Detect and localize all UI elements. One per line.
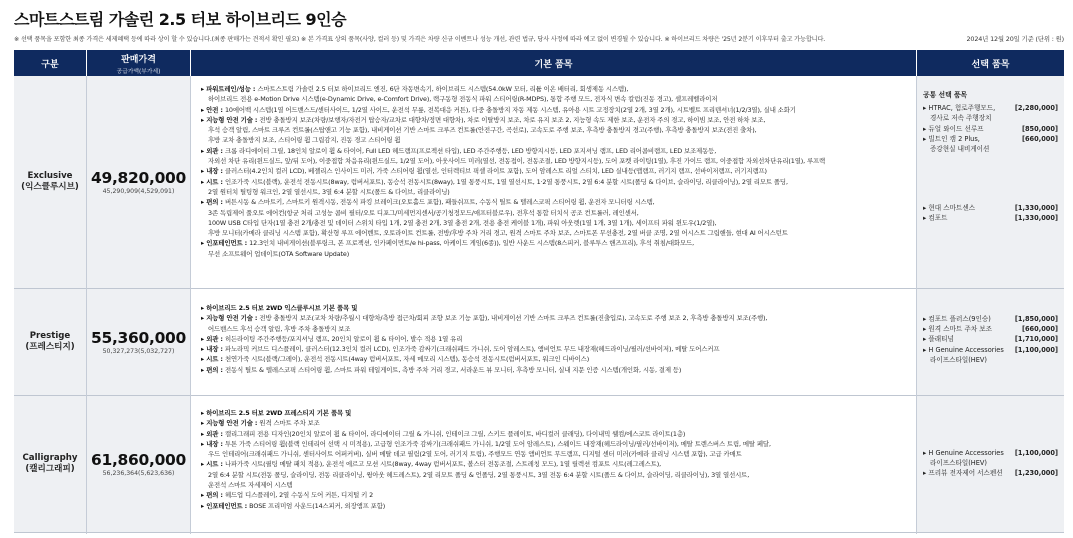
price-cell (87, 76, 190, 288)
basic-item-line: ▸ 인포테인먼트 : BOSE 프리미엄 사운드(14스피커, 외장앰프 포함) (201, 501, 386, 510)
header-price-label: 판매가격 (121, 54, 156, 65)
basic-item-line: 2열 원터치 틸팅형 워크인, 2열 열선시트, 3열 6:4 분할 시트(폴드 & 다이브, 리클라이닝) (208, 187, 450, 196)
header-option-label: 선택 품목 (971, 59, 1010, 70)
header-grade-label: 구분 (41, 59, 59, 70)
grade-name: Prestige (29, 331, 71, 342)
option-item (923, 124, 1058, 134)
option-name: ▸ H Genuine Accessories (923, 345, 1004, 354)
grade-name: Exclusive (27, 171, 73, 182)
basic-item-line: 후방 모니터(카메라 클리닝 시스템 포함), 확산형 루프 에어벤트, 오토라이트 컨트롤, 전방/후방 주차 거리 경고, 원격 스마트 주차 보조, 스마트폰 무선충전, 2열 버클 조명, 2열 어시스트 그립핸들, 현대 AI 어시스턴트 (208, 229, 788, 238)
option-list-top (923, 103, 1058, 154)
basic-item-line: 후석 승객 알림, 스마트 크루즈 컨트롤(스탑앤고 기능 포함), 내비게이션 기반 스마트 크루즈 컨트롤(안전구간, 곡선로), 고속도로 주행 보조, 후측방 충돌방지 경고(주행), 후측방 충돌방지 보조(전진 출차), (208, 126, 757, 135)
header-price-sub: 공급가액(부가세) (116, 68, 161, 75)
basic-items (191, 76, 916, 288)
basic-item-line: 우드 인테리어(크래쉬패드 가니쉬, 센터사이트 어퍼커버), 실버 메탈 데코 필림(2열 도어, 러기지 트림), 주행모드 연동 앰비언트 무드램프, 디지털 센터 미러(카메라 클리닝 시스템 포함), 고급 카매트 (208, 450, 742, 459)
disclaimer-text: ※ 선택 품목을 포함한 최종 가격은 세제혜택 등에 따라 상이 할 수 있습니다.(최종 판매가는 견적서 확인 필요) ※ 본 가격표 상의 품목(사양, 컬러 등) 및 가격은 차량 신규 이벤트나 성능 개선, 관련 법규, 당사 사정에 따라 예고 없이 변경될 수 있습니다. ※ 하이브리드 차량은 '25년 2분기 이후부터 출고 가능합니다. (14, 36, 826, 43)
basic-item-line: ▸ 지능형 안전 기술 : 전방 충돌방지 보조(교차 차량/추월시 대향차/측방 접근차/회피 조향 보조 기능 포함), 내비게이션 기반 스마트 크루즈 컨트롤(진출입로), 고속도로 주행 보조 2, 후측방 충돌방지 보조(주행), (201, 314, 768, 323)
basic-item-line: ▸ 내장 : 투톤 가죽 스티어링 휠(블랙 인테리어 선택 시 미적용), 고급형 인조가죽 감싸기(크래쉬패드 가니쉬, 1/2열 도어 암레스트), 스웨이드 내장재(헤드라이닝/필러/선바이저), 메탈 트렌스버스 트림, 메탈 페달, (201, 439, 771, 448)
basic-item-line: ▸ 시트 : 나파가죽 시트(퀼팅 메탈 패치 적용), 운전석 에르고 모션 시트(8way, 4way 럼버서포트, 볼스터 전동조절, 스트레칭 모드), 1열 릴렉션 컴포트 시트(레그레스트), (201, 460, 662, 469)
price-cell (87, 289, 190, 395)
grade-cell (14, 396, 86, 532)
option-price: [660,000] (1021, 325, 1058, 334)
option-item-continuation: 라이프스타일(HEV) (930, 459, 987, 468)
basic-item-line: ▸ 지능형 안전 기술 : 전방 충돌방지 보조(차량/보행자/자전거 탑승자/교차로 대향차/정면 대향차), 차로 이탈방지 보조, 차로 유지 보조 2, 지능형 속도 제한 보조, 운전자 주의 경고, 하이빔 보조, 안전 하차 보조, (201, 115, 766, 124)
option-item-continuation: 경사로 저속 주행장치 (930, 114, 992, 123)
option-name: ▸ HTRAC, 험로주행모드, (923, 104, 996, 113)
grade-name: Calligraphy (22, 453, 78, 464)
basic-item-line: ▸ 하이브리드 2.5 터보 2WD 익스클루시브 기본 품목 및 (201, 304, 358, 312)
basic-item-line: ▸ 인포테인먼트 : 12.3인치 내비게이션(블루링크, 폰 프로젝션, 인카페이먼트/e hi-pass, 아케이드 게임(6종)), 일반 사운드 시스템(8스피커, 블루투스 핸즈프리), 후석 취침/대화모드, (201, 239, 694, 248)
basic-items (191, 289, 916, 395)
option-name: ▸ H Genuine Accessories (923, 449, 1004, 457)
price-value: 55,360,000 (90, 329, 187, 347)
basic-item-line: ▸ 외관 : 히든라이팅 주간주행등/포지셔닝 램프, 20인치 알로이 휠 & 타이어, 발수 적용 1열 유리 (201, 334, 463, 343)
option-name: ▸ 컴포트 (923, 214, 948, 223)
option-item (923, 468, 1058, 478)
grade-name-korean: (익스클루시브) (21, 182, 79, 192)
option-name: ▸ 컴포트 플러스(9인승) (923, 315, 991, 323)
basic-item-line: 100W USB C타입 단자(1열 충전 2개/충전 및 데이터 스위치 타입 1개, 2열 충전 2개, 3열 충전 2개, 전용 충전 케이블 1개), 파워 아웃렛(1열 1개, 3열 1개), 세이프티 파워 윈도우(1/2열), (208, 218, 717, 227)
option-price: [1,100,000] (1014, 345, 1058, 354)
option-price: [1,100,000] (1014, 449, 1058, 457)
option-price: [1,710,000] (1014, 335, 1058, 344)
basic-item-line: ▸ 편의 : 헤드업 디스플레이, 2열 수동식 도어 커튼, 디지털 키 2 (201, 491, 374, 500)
basic-item-line: 3존 독립제어 풀오토 에어컨(항균 처리 고성능 콤비 필터/오토 디포그/미세먼지센서/공기청정모드/애프터블로우), 전후석 통합 터치식 공조 컨트롤러, 레인센서, (208, 208, 639, 217)
price-table (14, 50, 1064, 534)
basic-item-line: ▸ 내장 : 클러스터(4.2인치 컬러 LCD), 베젤리스 인사이드 미러, 가죽 스티어링 휠(열선, 인터렉티브 픽셀 라이트 포함), 도어 암레스트 리얼 스티치, LED 실내등(맵램프, 러기지 램프, 선바이저램프, 러기지램프) (201, 167, 767, 176)
option-price: [1,850,000] (1014, 315, 1058, 323)
option-common-title: 공통 선택 품목 (923, 91, 968, 99)
basic-item-line: ▸ 시트 : 천연가죽 시트(블랙/그레이), 운전석 전동시트(4way 럼버서포트, 자세 메모리 시스템), 동승석 전동시트(럼버서포트, 워크인 디바이스) (201, 355, 590, 364)
option-list-bottom (923, 203, 1058, 223)
page-title: 스마트스트림 가솔린 2.5 터보 하이브리드 9인승 (14, 10, 347, 29)
price-supply: 50,327,273(5,032,727) (102, 348, 175, 355)
table-row-prestige (14, 289, 1064, 396)
option-name: ▸ 플래티넘 (923, 335, 954, 344)
option-price: [850,000] (1021, 124, 1058, 133)
grade-cell (14, 76, 86, 288)
header-basic (191, 50, 916, 76)
basic-item-line: ▸ 편의 : 전동식 틸트 & 텔레스코픽 스티어링 휠, 스마트 파워 테일게이트, 측방 주차 거리 경고, 서라운드 뷰 모니터, 후측방 모니터, 실내 지문 인증 시스템(개인화, 시동, 결제 등) (201, 365, 682, 374)
option-item (923, 103, 1058, 113)
option-item (923, 314, 1058, 324)
option-name: ▸ 듀얼 와이드 선루프 (923, 124, 984, 133)
price-supply: 45,290,909(4,529,091) (102, 188, 175, 195)
option-item (923, 213, 1058, 223)
option-price: [1,330,000] (1014, 214, 1058, 223)
table-row-exclusive (14, 76, 1064, 289)
option-name: ▸ 프리뷰 전자제어 서스펜션 (923, 469, 1003, 478)
option-cell (917, 396, 1064, 532)
table-row-calligraphy (14, 396, 1064, 533)
option-price: [2,280,000] (1014, 104, 1058, 113)
option-item (923, 134, 1058, 144)
option-item (923, 334, 1058, 344)
basic-item-line: ▸ 지능형 안전 기술 : 원격 스마트 주차 보조 (201, 419, 320, 428)
option-name: ▸ 빌트인 캠 2 Plus, (923, 134, 980, 143)
basic-item-line: ▸ 안전 : 10에어백 시스템(1열 어드밴스드/센터사이드, 1/2열 사이드, 운전석 무릎, 전복대응 커튼), 다중 충돌방지 자동 제동 시스템, 유아용 시트 고정장치(2열 2개, 3열 2개), 시트벨트 프리텐셔너(1/2/3열), 실내 소화기 (201, 105, 796, 114)
basic-item-line: ▸ 편의 : 버튼시동 & 스마트키, 스마트키 원격시동, 전동식 파킹 브레이크(오토홀드 포함), 패들쉬프트, 수동식 틸트 & 텔레스코픽 스티어링 휠, 운전자 모니터링 시스템, (201, 198, 655, 207)
basic-item-line: 자외선 차단 유리(윈드실드, 앞/뒤 도어), 이중접합 차음유리(윈드실드, 1/2열 도어), 아웃사이드 미러(열선, 전동접이, 전동조절, LED 방향지시등), 도어 포켓 라이팅(1열), 후진 가이드 램프, 이중접합 자외선차단유리(1열), 루프랙 (208, 157, 826, 166)
option-list (923, 314, 1058, 365)
basic-item-line: ▸ 시트 : 인조가죽 시트(블랙), 운전석 전동시트(8way, 럼버서포트), 동승석 전동시트(8way), 1열 통풍시트, 1열 열선시트, 1·2열 통풍시트, 2열 6:4 분할 시트(폴딩 & 다이브, 슬라이딩, 리클라이닝), 2열 리모트 폴딩, (201, 177, 788, 186)
price-value: 49,820,000 (90, 169, 187, 187)
option-cell (917, 76, 1064, 288)
grade-name-korean: (캘리그래피) (25, 464, 75, 474)
option-price: [1,330,000] (1014, 204, 1058, 213)
basic-item-line: ▸ 내장 : 파노라믹 커브드 디스플레이, 클러스터(12.3인치 컬러 LCD), 인조가죽 감싸기(크래쉬패드 가니쉬, 도어 암레스트), 앰비언트 무드 내장재(헤드라이닝/필러/선바이저), 메탈 도어스커프 (201, 345, 720, 354)
basic-items (191, 396, 916, 532)
date-note: 2024년 12월 20일 기준 (단위 : 원) (966, 35, 1064, 43)
option-name: ▸ 원격 스마트 주차 보조 (923, 325, 993, 334)
option-item (923, 203, 1058, 213)
basic-item-line: 하이브리드 전용 e-Motion Drive 시스템(e-Dynamic Drive, e-Comfort Drive), 랙구동형 전동식 파워 스티어링(R-MDPS), 통합 주행 모드, 전자식 변속 칼럼(진동 경고), 셀프레벨라이저 (208, 95, 718, 104)
option-cell (917, 289, 1064, 395)
basic-item-line: 후방 교차 충돌방지 보조, 스티어링 휠 그립감지, 진동 경고 스티어링 휠 (208, 136, 401, 145)
price-supply: 56,236,364(5,623,636) (102, 470, 175, 477)
option-item (923, 324, 1058, 334)
basic-item-line: ▸ 외관 : 크롬 라디에이터 그릴, 18인치 알로이 휠 & 타이어, Full LED 헤드램프(프로젝션 타입), LED 주간주행등, LED 방향지시등, LED 포지셔닝 램프, LED 리어콤비램프, LED 보조제동등, (201, 146, 717, 155)
option-price: [660,000] (1021, 134, 1058, 143)
header-basic-label: 기본 품목 (534, 59, 573, 70)
grade-name-korean: (프레스티지) (25, 342, 75, 352)
header-grade (14, 50, 86, 76)
grade-cell (14, 289, 86, 395)
price-value: 61,860,000 (90, 451, 187, 469)
option-item-continuation: 증강현실 내비게이션 (930, 145, 990, 154)
header-option (917, 50, 1064, 76)
basic-item-line: ▸ 외관 : 캘리그래피 전용 디자인(20인치 알로이 휠 & 타이어, 라디에이터 그릴 & 가니쉬, 인테이크 그릴, 스키드 플레이트, 바디컬러 클래딩), 다이내믹 웰컴/에스코트 라이트(1층) (201, 429, 686, 438)
price-cell (87, 396, 190, 532)
option-item (923, 448, 1058, 458)
option-item-continuation: 라이프스타일(HEV) (930, 355, 987, 364)
option-list (923, 448, 1058, 479)
option-price: [1,230,000] (1014, 469, 1058, 478)
header-price (87, 50, 190, 76)
basic-item-line: 운전석 스마트 자세제어 시스템 (208, 481, 293, 490)
basic-item-line: ▸ 하이브리드 2.5 터보 2WD 프레스티지 기본 품목 및 (201, 409, 352, 417)
notes (14, 34, 1064, 43)
option-item (923, 345, 1058, 355)
option-name: ▸ 현대 스마트센스 (923, 204, 976, 213)
basic-item-line: 어드밴스드 후석 승객 알림, 후방 주차 충돌방지 보조 (208, 324, 351, 333)
basic-item-line: 무선 소프트웨어 업데이트(OTA Software Update) (208, 249, 350, 258)
basic-item-line: ▸ 파워트레인/성능 : 스마트스트림 가솔린 2.5 터보 하이브리드 엔진, 6단 자동변속기, 하이브리드 시스템(54.0kW 모터, 리튬 이온 배터리, 회생제동 시스템), (201, 85, 629, 93)
basic-item-line: 2열 6:4 분할 시트(전동 폴딩, 슬라이딩, 전동 리클라이닝, 윙아웃 헤드레스트), 2열 리모트 폴딩 & 언폴딩, 2열 통풍시트, 3열 전동 6:4 분할 시트(폴드 & 다이브, 슬라이딩, 리클라이닝), 3열 열선시트, (208, 470, 750, 479)
